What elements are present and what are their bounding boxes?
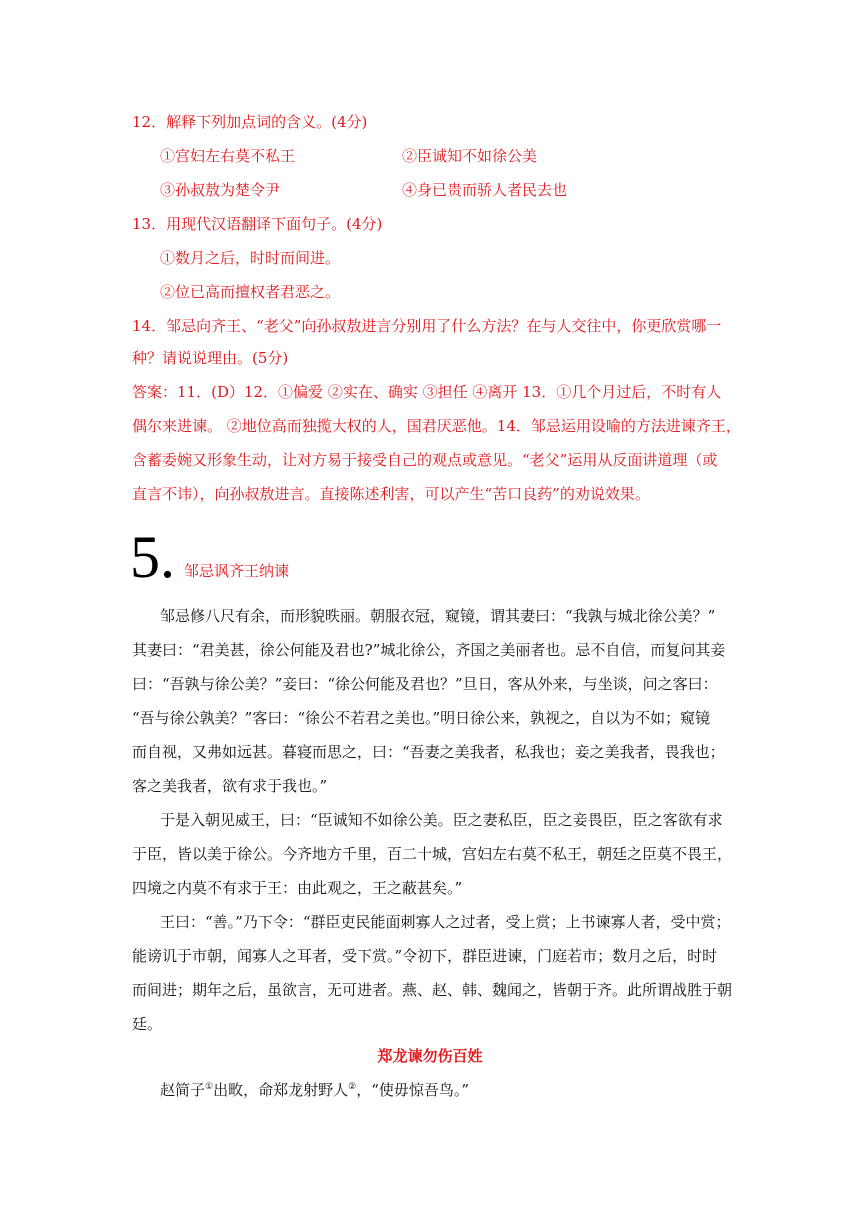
story-text-b: 出畋，命郑龙射野人 — [213, 1081, 349, 1099]
passage-p1-line-2: 其妻曰：“君美甚，徐公何能及君也?”城北徐公，齐国之美丽者也。忌不自信，而复问其妾 — [132, 641, 726, 659]
passage-p1-line-3: 曰：“吾孰与徐公美？”妾曰：“徐公何能及君也？”旦日，客从外来，与坐谈，问之客曰： — [132, 675, 718, 693]
passage-p1-line-5: 而自视，又弗如远甚。暮寝而思之，曰：“吾妻之美我者，私我也；妾之美我者，畏我也； — [132, 743, 725, 761]
passage-p1-line-1: 邹忌修八尺有余，而形貌昳丽。朝服衣冠，窥镜，谓其妻曰：“我孰与城北徐公美？” — [160, 607, 716, 625]
q12-item-1: ①宫妇左右莫不私王 — [160, 147, 296, 165]
passage-p1-line-6: 客之美我者，欲有求于我也。” — [132, 777, 328, 795]
q12-item-2: ②臣诚知不如徐公美 — [402, 147, 538, 165]
q14-line-1: 14．邹忌向齐王、“老父”向孙叔敖进言分别用了什么方法？在与人交往中，你更欣赏哪一 — [132, 317, 722, 335]
passage-p3-line-1: 王曰：“善。”乃下令：“群臣吏民能面刺寡人之过者，受上赏；上书谏寡人者，受中赏； — [160, 913, 731, 931]
q13-item-2: ②位已高而擅权者君恶之。 — [160, 283, 341, 301]
passage-p3-line-4: 廷。 — [132, 1015, 163, 1033]
passage-p3-line-3: 而间进；期年之后，虽欲言，无可进者。燕、赵、韩、魏闻之，皆朝于齐。此所谓战胜于朝 — [132, 981, 733, 999]
answer-line-1: 答案：11．(D）12．①偏爱 ②实在、确实 ③担任 ④离开 13．①几个月过后，不时有人 — [132, 383, 722, 401]
q12-title: 12．解释下列加点词的含义。(4分) — [132, 113, 368, 131]
q13-title: 13．用现代汉语翻译下面句子。(4分) — [132, 215, 383, 233]
answer-line-2: 偶尔来进谏。 ②地位高而独揽大权的人，国君厌恶他。14．邹忌运用设喻的方法进谏齐王， — [132, 417, 741, 435]
passage-p2-line-1: 于是入朝见威王，曰：“臣诚知不如徐公美。臣之妻私臣，臣之妾畏臣，臣之客欲有求 — [160, 811, 723, 829]
story-text-c: ，“使毋惊吾鸟。” — [356, 1081, 470, 1099]
passage-p3-line-2: 能谤讥于市朝，闻寡人之耳者，受下赏。”令初下，群臣进谏，门庭若市；数月之后，时时 — [132, 947, 718, 965]
q14-line-2: 种？请说说理由。(5分) — [132, 349, 289, 367]
footnote-marker-1: ① — [205, 1082, 214, 1092]
story-title: 郑龙谏勿伤百姓 — [377, 1047, 483, 1065]
footnote-marker-2: ② — [348, 1082, 357, 1092]
section-number: 5. — [130, 524, 175, 590]
section-title: 邹忌讽齐王纳谏 — [184, 562, 290, 580]
q12-item-3: ③孙叔敖为楚令尹 — [160, 181, 281, 199]
passage-p1-line-4: “吾与徐公孰美？”客曰：“徐公不若君之美也。”明日徐公来，孰视之，自以为不如；窥镜 — [132, 709, 711, 727]
answer-line-4: 直言不讳），向孙叔敖进言。直接陈述利害，可以产生“苦口良药”的劝说效果。 — [132, 485, 650, 503]
passage-p2-line-3: 四境之内莫不有求于王：由此观之，王之蔽甚矣。” — [132, 879, 463, 897]
q12-item-4: ④身已贵而骄人者民去也 — [402, 181, 568, 199]
answer-line-3: 含蓄委婉又形象生动，让对方易于接受自己的观点或意见。“老父”运用从反面讲道理（或 — [132, 451, 718, 469]
q13-item-1: ①数月之后，时时而间进。 — [160, 249, 341, 267]
story-text-a: 赵简子 — [160, 1081, 206, 1099]
story-line-1 — [160, 1080, 469, 1100]
passage-p2-line-2: 于臣，皆以美于徐公。今齐地方千里，百二十城，宫妇左右莫不私王，朝廷之臣莫不畏王， — [132, 845, 733, 863]
